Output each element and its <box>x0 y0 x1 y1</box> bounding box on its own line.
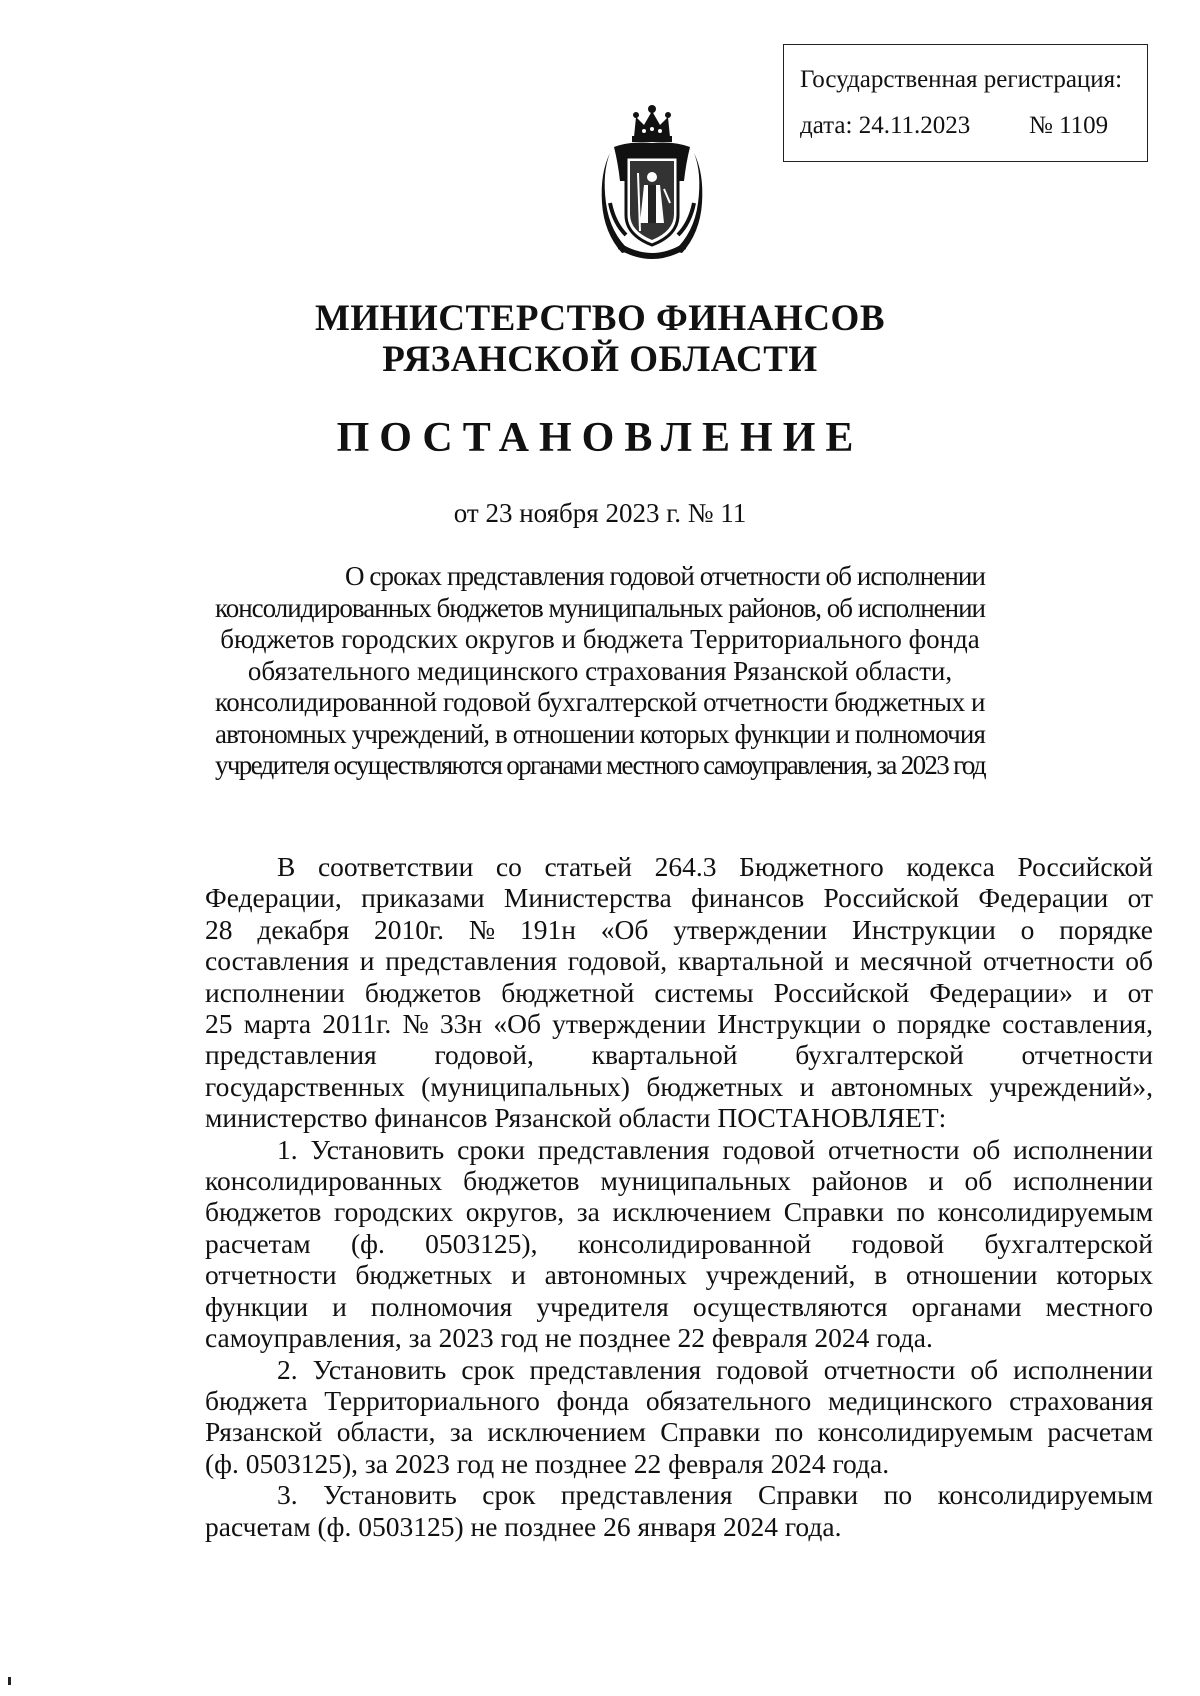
item-3-paragraph <box>205 1479 1153 1542</box>
title-line: бюджетов городских округов и бюджета Территориального фонда <box>220 624 980 654</box>
preamble-line: государственных (муниципальных) бюджетных и автономных учреждений», <box>205 1070 1153 1102</box>
preamble-line: представления годовой, квартальной бухгалтерской отчетности <box>205 1039 1153 1071</box>
preamble-paragraph <box>205 851 1153 1134</box>
item-1-line: отчетности бюджетных и автономных учреждений, в отношении которых <box>205 1259 1153 1291</box>
title-line: обязательного медицинского страхования Рязанской области, <box>247 655 953 686</box>
title-line: консолидированной годовой бухгалтерской отчетности бюджетных и <box>215 687 985 717</box>
item-2-line: Рязанской области, за исключением Справки по консолидируемым расчетам <box>205 1416 1153 1448</box>
document-title <box>215 561 985 782</box>
preamble-line: составления и представления годовой, квартальной и месячной отчетности об <box>205 945 1153 977</box>
item-2-line: (ф. 0503125), за 2023 год не позднее 22 февраля 2024 года. <box>205 1447 890 1479</box>
scan-mark <box>8 1677 11 1685</box>
item-1-paragraph <box>205 1134 1153 1354</box>
item-1-line: расчетам (ф. 0503125), консолидированной годовой бухгалтерской <box>205 1227 1153 1259</box>
ministry-name-line2: РЯЗАНСКОЙ ОБЛАСТИ <box>382 339 818 380</box>
registration-date: дата: 24.11.2023 <box>800 112 971 139</box>
coat-of-arms-icon <box>600 103 704 263</box>
preamble-line: Федерации, приказами Министерства финансов Российской Федерации от <box>205 882 1153 914</box>
document-type-heading: ПОСТАНОВЛЕНИЕ <box>336 415 864 461</box>
item-2-line: бюджета Территориального фонда обязательного медицинского страхования <box>205 1384 1153 1416</box>
title-line: консолидированных бюджетов муниципальных районов, об исполнении <box>215 592 985 623</box>
preamble-line: 28 декабря 2010г. № 191н «Об утверждении Инструкции о порядке <box>205 913 1153 945</box>
title-line: автономных учреждений, в отношении которых функции и полномочия <box>215 718 985 749</box>
preamble-line: В соответствии со статьей 264.3 Бюджетного кодекса Российской <box>277 851 1153 882</box>
item-1-line: 1. Установить сроки представления годовой отчетности об исполнении <box>277 1133 1153 1165</box>
ministry-name-line1: МИНИСТЕРСТВО ФИНАНСОВ <box>314 298 886 339</box>
item-1-line: самоуправления, за 2023 год не позднее 22 февраля 2024 года. <box>205 1322 933 1354</box>
item-1-line: консолидированных бюджетов муниципальных районов и об исполнении <box>205 1165 1153 1197</box>
document-date-number: от 23 ноября 2023 г. № 11 <box>453 498 747 528</box>
registration-stamp <box>783 44 1148 162</box>
document-body <box>205 851 1153 1542</box>
item-3-line: расчетам (ф. 0503125) не позднее 26 января 2024 года. <box>205 1510 842 1542</box>
preamble-line: 25 марта 2011г. № 33н «Об утверждении Инструкции о порядке составления, <box>205 1008 1153 1040</box>
item-2-paragraph <box>205 1354 1153 1480</box>
title-line: О сроках представления годовой отчетности об исполнении <box>345 561 985 591</box>
preamble-line: министерство финансов Рязанской области ПОСТАНОВЛЯЕТ: <box>205 1102 947 1134</box>
preamble-line: исполнении бюджетов бюджетной системы Российской Федерации» и от <box>205 976 1153 1008</box>
registration-title: Государственная регистрация: <box>800 66 1123 93</box>
item-1-line: функции и полномочия учредителя осуществляются органами местного <box>205 1290 1153 1322</box>
title-line: учредителя осуществляются органами местного самоуправления, за 2023 год <box>215 750 985 780</box>
item-1-line: бюджетов городских округов, за исключением Справки по консолидируемым <box>205 1196 1153 1228</box>
item-2-line: 2. Установить срок представления годовой отчетности об исполнении <box>277 1353 1153 1385</box>
item-3-line: 3. Установить срок представления Справки по консолидируемым <box>277 1479 1153 1511</box>
registration-number: № 1109 <box>1029 112 1109 139</box>
